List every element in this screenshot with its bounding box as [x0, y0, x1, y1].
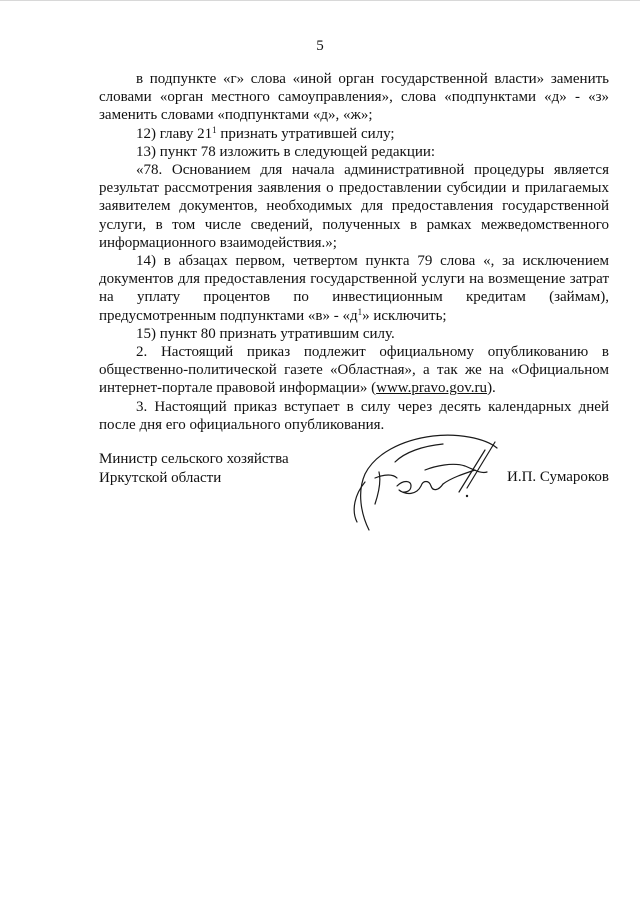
- position-line-1: Министр сельского хозяйства: [99, 451, 289, 467]
- page-number: 5: [316, 38, 324, 54]
- paragraph-item-13: [99, 143, 609, 161]
- paragraph-text: » исключить;: [362, 307, 447, 324]
- paragraph-text: в подпункте «г» слова «иной орган государственной власти» заменить словами «орган местного самоуправления», слова «подпунктами «д» - «з» заменить словами «подпунктами «д», «ж»;: [99, 71, 609, 124]
- superscript: 1: [212, 124, 217, 135]
- scan-top-edge: [0, 0, 640, 1]
- paragraph-text: 14) в абзацах первом, четвертом пункта 79 слова «, за исключением документов для предоставления государственной услуги на возмещение затрат на уплату процентов по инвестиционным кредитам (займам), предусмотренным подпунктами «в» - «д: [99, 253, 609, 324]
- signature-stroke: [397, 482, 443, 494]
- pravo-gov-link[interactable]: www.pravo.gov.ru: [376, 380, 488, 397]
- paragraph-text: «78. Основанием для начала административной процедуры является результат рассмотрения заявления о предоставлении субсидии и прилагаемых заявителем документов, необходимых для предоставления государственной услуги, в том числе сведений, полученных в рамках межведомственного информационного взаимодействия.»;: [99, 162, 609, 251]
- paragraph-clause-78: [99, 161, 609, 252]
- paragraph-item-14: [99, 252, 609, 325]
- paragraph-text: 15) пункт 80 признать утратившим силу.: [136, 325, 395, 342]
- paragraph-text: 13) пункт 78 изложить в следующей редакции:: [136, 143, 436, 160]
- signature-stroke: [459, 442, 495, 492]
- paragraph-text: 2. Настоящий приказ подлежит официальному опубликованию в общественно-политической газете «Областная», а так же на «Официальном интернет-портале правовой информации» (: [99, 344, 609, 397]
- handwritten-signature: [335, 422, 525, 542]
- paragraph-text: признать утратившей силу;: [216, 125, 395, 142]
- signatory-name: И.П. Сумароков: [507, 469, 610, 485]
- position-line-2: Иркутской области: [99, 469, 222, 486]
- signature-stroke: [395, 444, 443, 462]
- paragraph-item-15: [99, 325, 609, 343]
- signatory-position: [99, 450, 289, 487]
- document-body: [99, 70, 609, 434]
- paragraph-text: 12) главу 21: [136, 125, 213, 142]
- signature-dot: [466, 495, 468, 497]
- signature-stroke: [425, 464, 487, 472]
- paragraph-text: ).: [487, 380, 496, 397]
- paragraph-item-12: [99, 125, 609, 143]
- signature-stroke: [375, 472, 397, 504]
- superscript: 1: [357, 306, 363, 317]
- paragraph-subpoint-g: [99, 70, 609, 125]
- paragraph-section-2: [99, 343, 609, 398]
- paragraph-text: 3. Настоящий приказ вступает в силу через десять календарных дней после дня его официального опубликования.: [99, 398, 609, 433]
